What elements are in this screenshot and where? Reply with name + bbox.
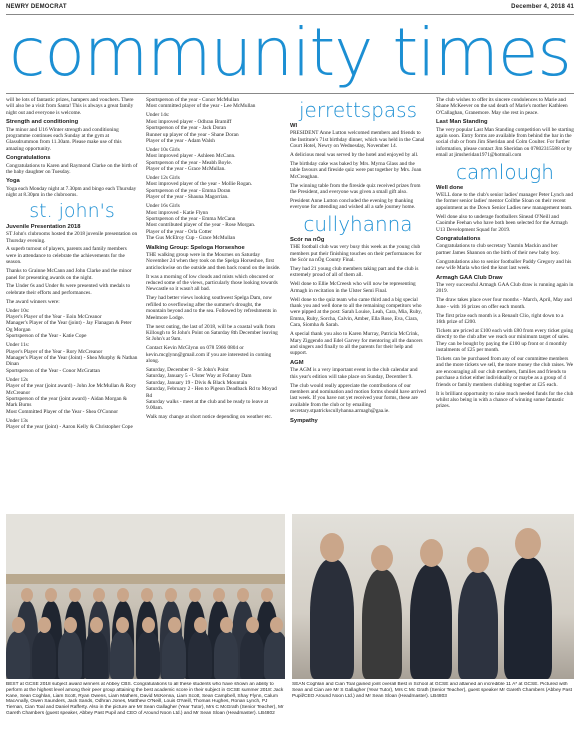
- photo-person-head: [21, 588, 33, 602]
- photo-person-head: [270, 617, 283, 633]
- photo-person: [410, 564, 452, 679]
- paragraph: A superb turnout of players, parents and family members were in attendance to celebrate the achievements for the season.: [6, 246, 127, 266]
- photo-person-head: [141, 588, 153, 602]
- paragraph: The club would really appreciate the contributions of our members and nomination and motion forms should have arrived last week. If you have not yet received your forms, these are available from the club or by emailing secretary.stpatrickscullyhanna.armagh@gaa.ie.: [290, 382, 426, 415]
- photo-person-head: [220, 617, 233, 633]
- paragraph: It was a morning of low clouds and mists which obscured or reduced some of the views, particularly those looking towards Newcastle so it wasn't all bad.: [146, 273, 278, 293]
- photo-person: [504, 557, 552, 679]
- paragraph: It is brilliant opportunity to raise much needed funds for the club whilst also being in with a chance of winning some fantastic prizes.: [436, 390, 574, 410]
- photo-person: [162, 631, 186, 679]
- paragraph: Congratulations to Karen and Raymond Clarke on the birth of the baby daughter on Tuesday.: [6, 162, 138, 176]
- subhead: Congratulations: [6, 155, 51, 162]
- photo-person-head: [116, 617, 129, 633]
- photo-person-head: [246, 617, 259, 633]
- column-2: [146, 97, 282, 517]
- subhead: Sympathy: [290, 417, 318, 424]
- photo-person-head: [12, 617, 25, 633]
- subhead: Congratulations: [436, 236, 481, 242]
- subhead: AGM: [290, 359, 304, 366]
- paragraph: The award winners were:: [6, 298, 60, 305]
- paragraph: A special thank you also to Karen Murray, Patricia McCrink, Mary Ziggendo and Edel Garvey for mentoring all the dancers and singers and finally to all the parents for their help and support.: [290, 331, 423, 357]
- photo-person: [214, 631, 238, 679]
- photo-person-head: [38, 617, 51, 633]
- photo-person-head: [237, 588, 249, 602]
- paragraph: Contact Kevin McGlynn on 078 5966 0804 or kevin.mcglynn@gmail.com if you are interested in coming along.: [146, 345, 272, 365]
- section-title-jerrettspass: jerrettspass: [298, 98, 418, 122]
- paragraph: Saturday, December 8 - St John's Point Saturday, January 5 - Ulster Way at Fofanny Dam Saturday, January 19 - Divis & Black Mountain Saturday, February 2 - Hen to Pigeon Deadback Rd to Moyad Rd Saturday walks - meet at the club and be ready to leave at 9.00am.: [146, 366, 277, 412]
- subhead: WI: [290, 123, 298, 129]
- photo-person-head: [117, 588, 129, 602]
- award-list: Under 12s Girls Most improved player of the year - Mollie Rogan. Sportsperson of the year - Emma Doran Player of the year - Shauna Magorrian.: [146, 174, 253, 201]
- pair-photo: [292, 514, 574, 679]
- award-list: Under 10s: Player's Player of the Year - Eoin McCreanor Manager's Player of the Year (joint) - Jay Flanagan & Peter Og Morgan Sportsperson of the Year - Katie Cope: [6, 307, 132, 340]
- award-list: Under 13s Player of the year (joint) - Aaron Kelly & Christopher Cope: [6, 417, 133, 431]
- paragraph: Tickets can be purchased from any of our committee members and the more tickets we sell, the more money the club raises. We are encouraging all our club members, families and friends to purchase a ticket either individually or maybe as a group of 4 friends or family members clubbing together at £25 each.: [436, 356, 574, 388]
- paragraph: They had better views looking southwest Spelga Dam, now refilled to overflowing after the summer's drought, the mountain beyond and to the sea. Followed by refreshments in Meelmore Lodge.: [146, 295, 277, 321]
- photo-person-head: [194, 617, 207, 633]
- column-4: [436, 97, 574, 517]
- photo-person-head: [420, 539, 443, 567]
- section-title-st-johns: st. john's: [29, 199, 115, 222]
- photo-person-head: [165, 588, 177, 602]
- paragraph: PRESIDENT Anne Lutton welcomed members and friends to the Institute's 71st birthday dinner, which was held in the Canal Court Hotel, Newry on Wednesday, November 14.: [290, 130, 425, 150]
- paragraph: The draw takes place over four months - March, April, May and June - with 16 prizes on offer each month.: [436, 297, 572, 310]
- paragraph: Thanks to Grainne McCann and John Clarke and the minor panel for presenting awards on the night.: [6, 268, 132, 281]
- paragraph: Well done to the quiz team who came third and a big special thank you and well done to all the remaining competitors who were pipped at the post: Sarah Louise, Leah, Cara, Mia, Ruby, Emma, Ruby, Sorcha, Calvin, Amber, Ella Rose, Eva, Ciara, Cara, Siomha & Sarah.: [290, 296, 422, 329]
- subhead: Scór na nÓg: [290, 236, 325, 243]
- photo-person: [264, 631, 285, 679]
- photo-person: [458, 571, 498, 679]
- paragraph: Congratulations also to senior footballer Paddy Gregory and his new wife Maria who tied the knot last week.: [436, 258, 572, 272]
- paragraph: The minor and U16 Winter strength and conditioning programme continues each Sunday at the gym at Glassdrummon from 11.30am. Please make use of this amazing opportunity.: [6, 126, 122, 152]
- caption-right: SEAN Coghlan and Cian Toal gained joint overall Best in School at GCSE and attained an incredible 11 A* at GCSE. Pictured with Sean and Cian are Mr S Gallagher (Year Tutor), Mrs C Mc Grath (Senior Teacher), guest speaker Mr Gareth Chambers (Abbey Past Pupil/CEO Around Noon Ltd.) and Mr Sean Sloan (Headmaster). LB4803: [292, 682, 572, 699]
- photo-person: [240, 631, 264, 679]
- paragraph: THE walking group were in the Mournes on Saturday November 24 when they took on the Spelga Horseshoe, first anticlockwise on the outside and then back round on the inside.: [146, 251, 281, 271]
- photo-person-head: [189, 588, 201, 602]
- date-page: December 4, 2018 41: [511, 4, 574, 10]
- photo-person-head: [467, 547, 489, 573]
- award-list: Under 11s: Player's Player of the Year - Rory McCreanor Manager's Player of the Year (Joint) - Shea Murphy & Nathan Dinan Sportsperson of the Year - Conor McGrattan: [6, 342, 138, 374]
- award-list: Under 10s Girls Most improved player - Ashleen McCann. Sportsperson of the year - Meabh Boyle. Player of the year - Grace McMullan.: [146, 146, 236, 173]
- photo-person: [362, 569, 402, 679]
- page-header: [6, 4, 574, 14]
- photo-person: [310, 559, 354, 679]
- paragraph: Walk may change at short notice depending on weather etc.: [146, 414, 273, 421]
- award-list: Under 12s Player of the year (joint award) - John Joe McMullan & Rory McCreanor Sportsperson of the year (joint award) - Aidan Morgan & Mark Burns Most Committed Player of the Year - Shea O'Connor: [6, 376, 137, 415]
- photo-person-head: [320, 533, 344, 562]
- paragraph: The very popular Last Man Standing competition will be starting again soon. Entry forms are available from behind the bar in the social club or from Jim Sheridan and Colm Coulter. For further information, please contact Jim Sheridan on 07802315588 or by email at jimsheridan1971@hotmail.com: [436, 126, 574, 159]
- paragraph: THE football club was very busy this week as the young club members put their finishing touches on their performances for the Scór na nÓg County Final.: [290, 244, 422, 264]
- masthead-rule: [6, 93, 574, 94]
- paragraph: The very successful Armagh GAA Club draw is running again in 2019.: [436, 281, 574, 295]
- group-photo: [6, 514, 285, 679]
- paragraph: The club wishes to offer its sincere condolences to Marie and Shane McKeever on the sad death of Marie's mother Kathleen O'Callaghan, Granemore. May she rest in peace.: [436, 97, 568, 116]
- photo-person: [32, 631, 56, 679]
- photo-person-head: [64, 617, 77, 633]
- section-title-camlough: camlough: [456, 159, 554, 184]
- section-title-cullyhanna: cullyhanna: [303, 211, 413, 236]
- photo-person-head: [168, 617, 181, 633]
- masthead-title: community times: [9, 14, 571, 91]
- paragraph: Yoga each Monday night at 7.30pm and bingo each Thursday night at 8.30pm in the clubrooms.: [6, 185, 137, 199]
- photo-person-head: [45, 588, 57, 602]
- paragraph: will be lots of fantastic prizes, hampers and vouchers. There will also be a visit from Santa! This is always a great family night out and everyone is welcome.: [6, 97, 134, 116]
- paper-name: NEWRY DEMOCRAT: [6, 4, 67, 10]
- photo-person: [110, 631, 134, 679]
- photo-person-head: [515, 528, 541, 559]
- photo-person: [188, 631, 212, 679]
- award-list: Under 14s: Most improved player - Odhran Bramiff Sportsperson of the year - Jack Doran Runner up player of the year - Shane Doran Player of the year - Adam Walsh: [146, 112, 239, 144]
- subhead: Strength and conditioning: [6, 119, 79, 126]
- paragraph: Congratulations to club secretary Yasmin Mackin and her partner James Shannon on the birth of their new baby boy.: [436, 243, 560, 256]
- paragraph: They had 21 young club members taking part and the club is extremely proud of all of them all.: [290, 266, 419, 279]
- caption-left: BEST at GCSE 2018 subject award winners at Abbey CBS. Congratulations to all these students who have shown an ability to perform at the highest level among their peer group attaining the best academic score in their subject in GCSE summer 2018: Jack Kane, Sean Coghlan, Liam Scott, Ryan Owens, Liam Mathers, David McKenna, Liam Scott, Sean Campbell, Shay Flynn, Calum MacAnally, Owen Saunders, Jack Sands, Odhran Jones, Matthew O'Neill, Louis O'Neill, Thomas Hughes, Ronan Lynch, PJ Tiernan, Cian Toal and Daniel Rafferty. Also in the picture are Mr Sean Gallagher (Year Tutor), Mrs C McGrath (Senior Teacher), Mr Gareth Chambers (guest speaker, Abbey Past Pupil and CEO of Around Noon Ltd.) and Mr Sean Sloan (Headmaster). LB4802: [6, 682, 284, 716]
- award-list: Sportsperson of the year - Conor McMullan Most committed player of the year - Lee McMullan: [146, 97, 256, 110]
- paragraph: The next outing, the last of 2018, will be a coastal walk from Killough to St John's Point on Saturday 8th December leaving St John's at 9am.: [146, 323, 278, 343]
- subhead: Well done: [436, 184, 464, 191]
- photo-wall: [6, 514, 285, 574]
- subhead: Armagh GAA Club Draw: [436, 274, 503, 281]
- photo-person-head: [93, 588, 105, 602]
- paragraph: Well done to Ellie McCreesh who will now be representing Armagh in recitation in the Ulster Semi Final.: [290, 281, 416, 294]
- paragraph: WELL done to the club's senior ladies' manager Peter Lynch and the former senior ladies' mentor Coilthe Sloan on their recent appointment as the Down Senior Ladies new management team.: [436, 192, 574, 211]
- photo-person: [6, 631, 30, 679]
- subhead: Juvenile Presentation 2018: [6, 223, 81, 230]
- paragraph: The birthday cake was baked by Mrs. Myrna Glass and the table favours and fireside quiz were put together by Mrs. Joan McCreaghan.: [290, 161, 422, 180]
- photo-person: [58, 631, 82, 679]
- paragraph: ST John's clubrooms hosted the 2018 juvenile presentation on Thursday evening.: [6, 231, 138, 244]
- photo-person-head: [213, 588, 225, 602]
- paragraph: The first prize each month is a Renault Clio, right down to a 16th prize of £200.: [436, 312, 564, 325]
- paragraph: The Under 6s and Under 8s were presented with medals to celebrate their efforts and performances.: [6, 283, 131, 296]
- subhead: Last Man Standing: [436, 119, 488, 126]
- photo-person-head: [261, 588, 273, 602]
- photo-person: [84, 631, 108, 679]
- photo-person: [136, 631, 160, 679]
- paragraph: The AGM is a very important event in the club calendar and this year's edition will take place on Sunday, December 9.: [290, 367, 418, 380]
- subhead: Walking Group: Speloga Horseshoe: [146, 244, 245, 251]
- photo-person-head: [69, 588, 81, 602]
- subhead: Yoga: [6, 178, 20, 185]
- award-list: Under 16s Girls Most improved - Katie Flynn Sportsperson of the year - Emma McCann Most contributed player of the year - Rose Morgan. Player of the year - Orla Cotter The Gus McElroy Cup - Grace McMullan: [146, 203, 256, 242]
- photo-person-head: [371, 545, 393, 571]
- photo-person-head: [90, 617, 103, 633]
- paragraph: Tickets are priced at £100 each with £80 from every ticket going directly to the club after we reach our minimum target of sales. They can be bought by paying the £100 up front or 4 monthly instalments of £25 per month.: [436, 327, 574, 354]
- paragraph: The winning table from the fireside quiz received prizes from the President, and everyone was given a small gift also.: [290, 182, 421, 196]
- photo-stage: [6, 574, 285, 584]
- column-3: [290, 97, 426, 509]
- paragraph: Well done also to underage footballers Sinead O'Neill and Caoimhe Feehan who have both been selected for the Armagh U13 Development Squad for 2019.: [436, 213, 568, 233]
- photo-person-head: [142, 617, 155, 633]
- column-1: [6, 97, 138, 517]
- paragraph: President Anne Lutton concluded the evening by thanking everyone for attending and wished all a safe journey home.: [290, 198, 416, 211]
- paragraph: A delicious meal was served by the hotel and enjoyed by all.: [290, 152, 419, 159]
